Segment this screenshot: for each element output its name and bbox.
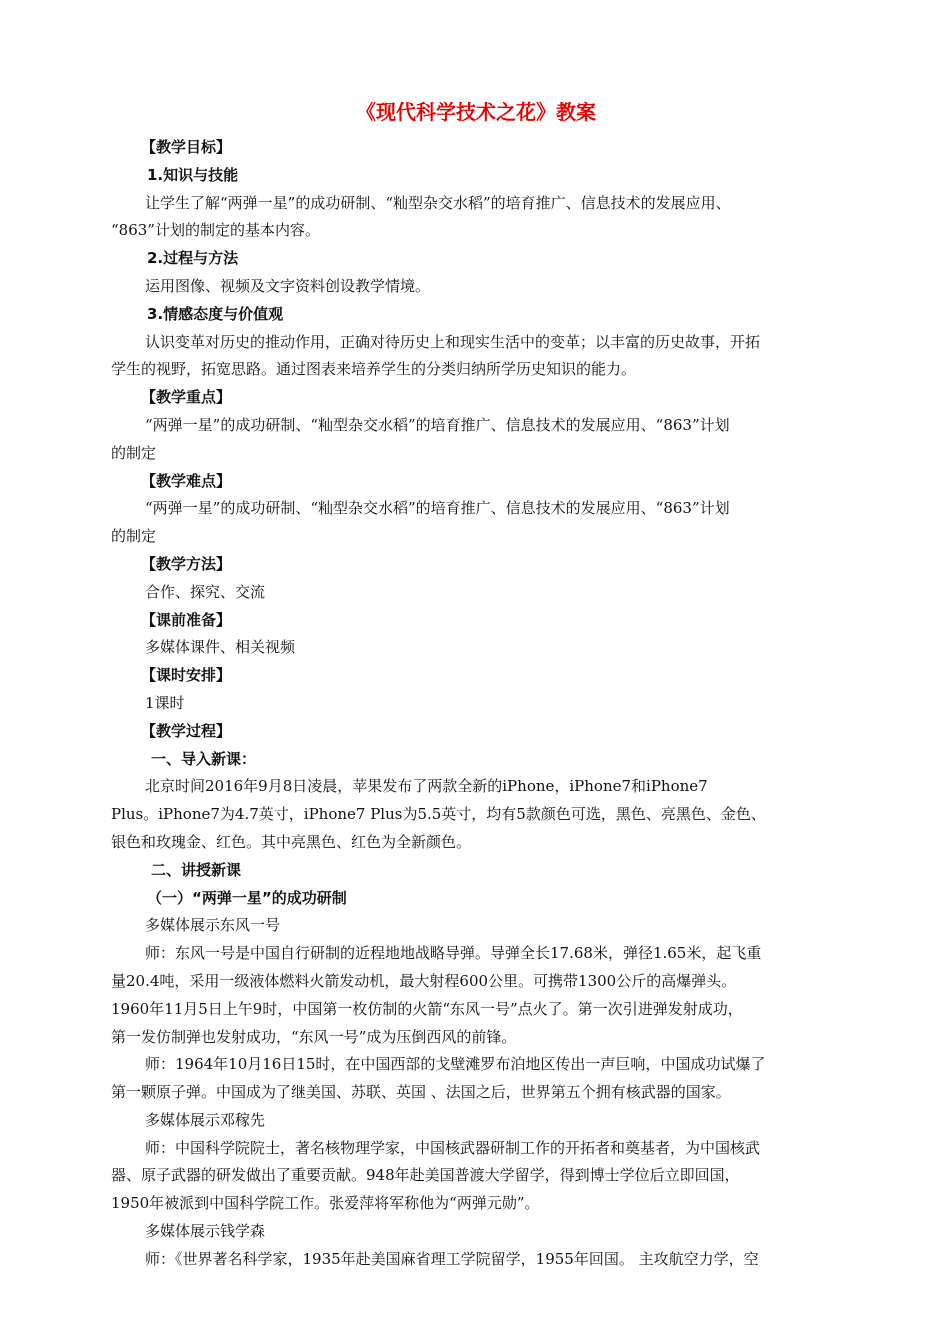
paragraph-line: 认识变革对历史的推动作用，正确对待历史上和现实生活中的变革；以丰富的历史故事，开拓: [145, 332, 761, 351]
paragraph-line: “两弹一星”的成功研制、“籼型杂交水稻”的培育推广、信息技术的发展应用、“863”计划: [145, 499, 730, 518]
subheading-process: 2.过程与方法: [147, 249, 239, 268]
subheading-values: 3.情感态度与价值观: [147, 304, 284, 323]
paragraph-line: 第一发仿制弹也发射成功，“东风一号”成为压倒西风的前锋。: [111, 1027, 517, 1046]
section-heading-method: 【教学方法】: [141, 554, 232, 573]
paragraph-line: 师：中国科学院院士，著名核物理学家，中国核武器研制工作的开拓者和奠基者，为中国核武: [145, 1138, 761, 1157]
paragraph-line: 师：《世界著名科学家，1935年赴美国麻省理工学院留学，1955年回国。 主攻航空力学，空: [145, 1249, 759, 1268]
paragraph-line: “863”计划的制定的基本内容。: [111, 221, 320, 240]
section-heading-process: 【教学过程】: [141, 721, 232, 740]
paragraph-line: 合作、探究、交流: [145, 582, 266, 601]
subheading-intro: 一、导入新课：: [151, 749, 257, 768]
paragraph-line: 银色和玫瑰金、红色。其中亮黑色、红色为全新颜色。: [111, 832, 472, 851]
paragraph-line: Plus。iPhone7为4.7英寸，iPhone7 Plus为5.5英寸，均有5款颜色可选，黑色、亮黑色、金色、: [111, 805, 766, 824]
paragraph-line: 的制定: [111, 443, 157, 462]
section-heading-key-points: 【教学重点】: [141, 388, 232, 407]
document-page: [111, 92, 841, 1274]
section-heading-goals: 【教学目标】: [141, 138, 232, 156]
paragraph-line: 多媒体展示东风一号: [145, 916, 281, 935]
paragraph-line: 师：1964年10月16日15时，在中国西部的戈壁滩罗布泊地区传出一声巨响，中国成功试爆了: [145, 1055, 766, 1074]
paragraph-line: 器、原子武器的研发做出了重要贡献。948年赴美国普渡大学留学，得到博士学位后立即回国，: [111, 1166, 740, 1185]
paragraph-line: 的制定: [111, 527, 157, 546]
paragraph-line: 1950年被派到中国科学院工作。张爱萍将军称他为“两弹元勋”。: [111, 1194, 540, 1213]
paragraph-line: 多媒体展示邓稼先: [145, 1110, 266, 1129]
section-heading-difficulties: 【教学难点】: [141, 471, 232, 490]
paragraph-line: 多媒体课件、相关视频: [145, 638, 296, 657]
section-heading-schedule: 【课时安排】: [141, 666, 232, 685]
paragraph-line: 北京时间2016年9月8日凌晨，苹果发布了两款全新的iPhone，iPhone7和iPhone7: [145, 777, 708, 796]
paragraph-line: 运用图像、视频及文字资料创设教学情境。: [145, 276, 431, 295]
paragraph-line: 师：东风一号是中国自行研制的近程地地战略导弹。导弹全长17.68米，弹径1.65米，起飞重: [145, 944, 762, 963]
document-title: 《现代科学技术之花》教案: [356, 100, 596, 124]
paragraph-line: 让学生了解“两弹一星”的成功研制、“籼型杂交水稻”的培育推广、信息技术的发展应用、: [145, 193, 731, 212]
paragraph-line: 量20.4吨，采用一级液体燃料火箭发动机，最大射程600公里。可携带1300公斤的高爆弹头。: [111, 971, 737, 990]
paragraph-line: 学生的视野，拓宽思路。通过图表来培养学生的分类归纳所学历史知识的能力。: [111, 360, 637, 379]
paragraph-line: 1960年11月5日上午9时，中国第一枚仿制的火箭“东风一号”点火了。第一次引进弹发射成功，: [111, 999, 743, 1018]
paragraph-line: “两弹一星”的成功研制、“籼型杂交水稻”的培育推广、信息技术的发展应用、“863”计划: [145, 415, 730, 434]
subheading-two-bombs: （一）“两弹一星”的成功研制: [147, 888, 347, 907]
paragraph-line: 1课时: [145, 693, 185, 712]
paragraph-line: 多媒体展示钱学森: [145, 1222, 266, 1241]
section-heading-preparation: 【课前准备】: [141, 610, 232, 629]
subheading-knowledge: 1.知识与技能: [147, 165, 239, 184]
subheading-new-lesson: 二、讲授新课: [151, 860, 242, 879]
paragraph-line: 第一颗原子弹。中国成为了继美国、苏联、英国 、法国之后，世界第五个拥有核武器的国家。: [111, 1083, 731, 1102]
